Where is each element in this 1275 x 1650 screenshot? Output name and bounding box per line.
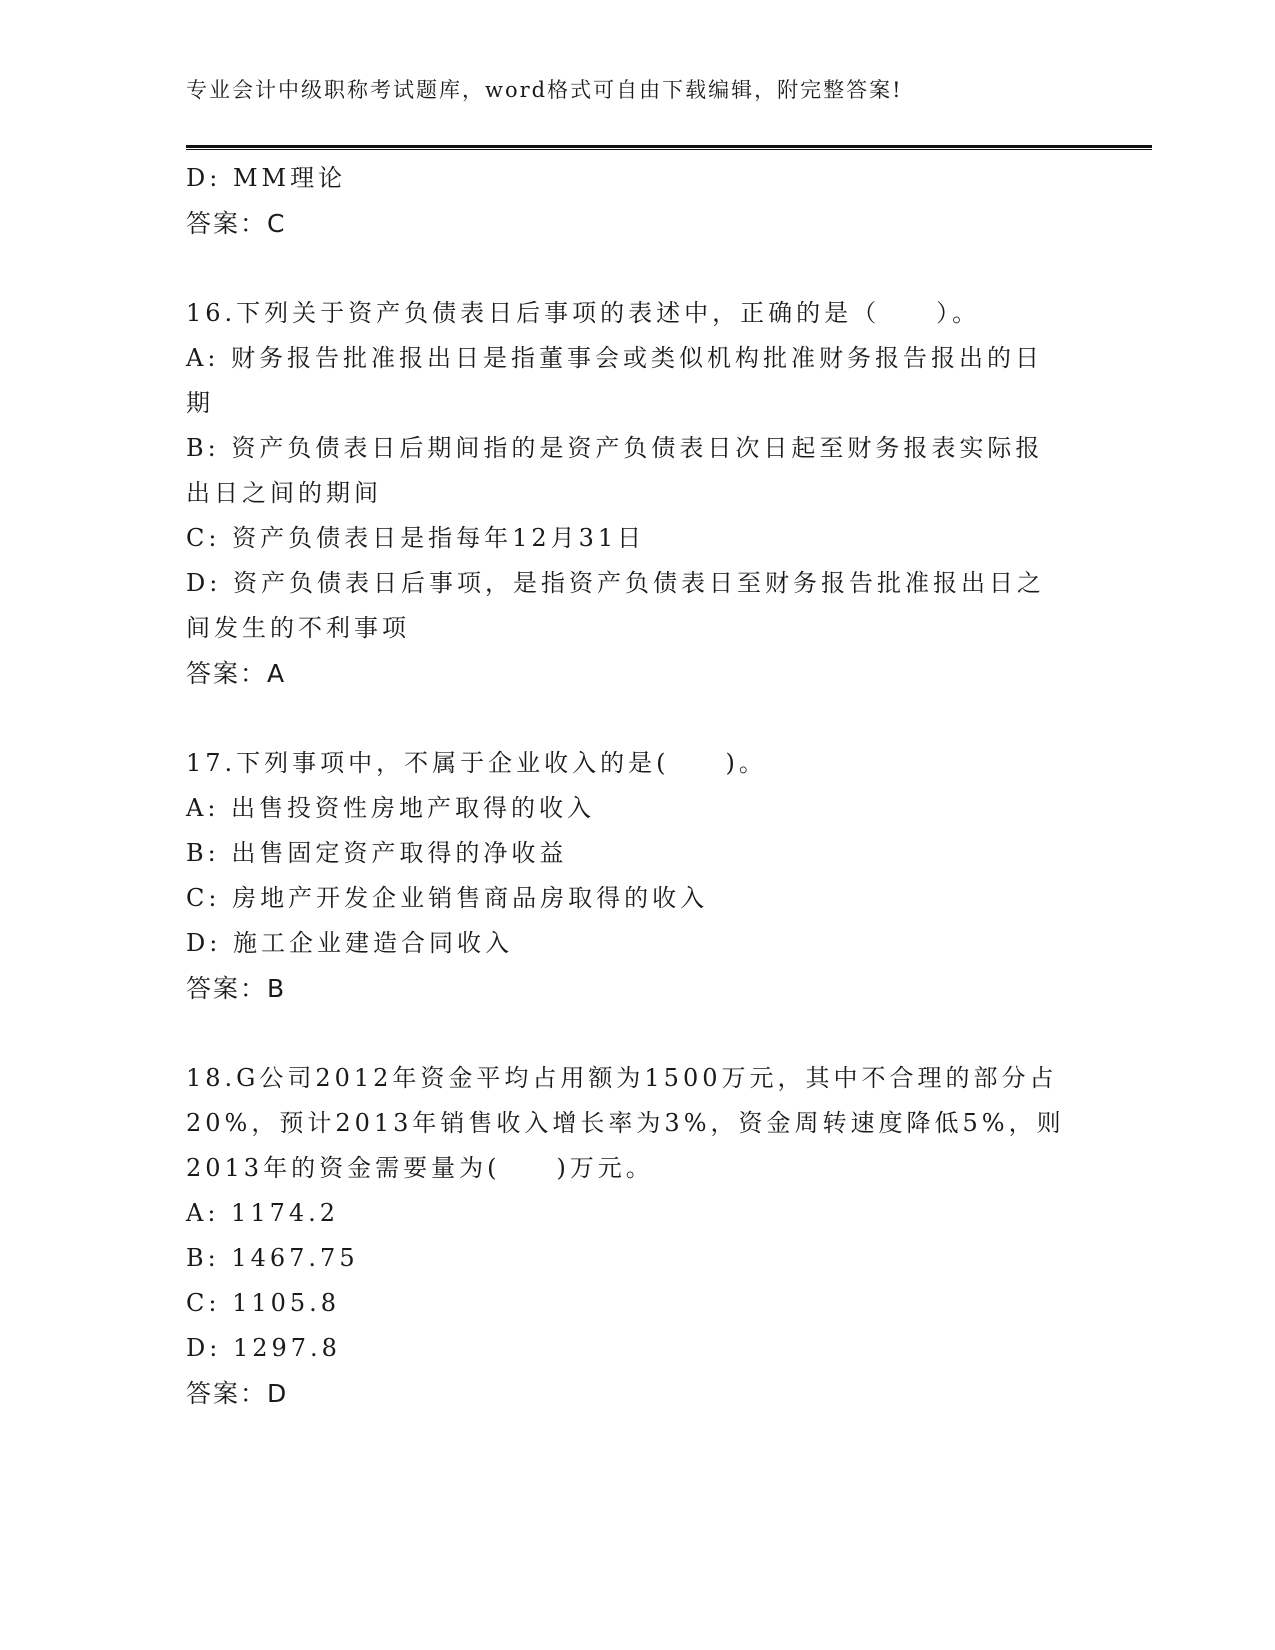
option-a: A: 1174.2 bbox=[186, 1199, 340, 1227]
answer: 答案：C bbox=[186, 209, 287, 238]
option-d: D: 施工企业建造合同收入 bbox=[186, 929, 513, 957]
answer: 答案：D bbox=[186, 1379, 289, 1408]
option-c: C: 房地产开发企业销售商品房取得的收入 bbox=[186, 884, 709, 912]
question-stem: 17.下列事项中，不属于企业收入的是( )。 bbox=[186, 749, 767, 777]
answer: 答案：A bbox=[186, 659, 287, 688]
carryover-block bbox=[186, 156, 1086, 246]
question-stem: 16.下列关于资产负债表日后事项的表述中，正确的是（ ）。 bbox=[186, 299, 981, 327]
option-b: B: 1467.75 bbox=[186, 1244, 359, 1272]
page-header: 专业会计中级职称考试题库，word格式可自由下载编辑，附完整答案! bbox=[186, 78, 903, 102]
option-a: A: 财务报告批准报出日是指董事会或类似机构批准财务报告报出的日 bbox=[186, 344, 1044, 372]
question-17 bbox=[186, 741, 1086, 1011]
option-c: C: 资产负债表日是指每年12月31日 bbox=[186, 524, 646, 552]
option-b-continued: 出日之间的期间 bbox=[186, 479, 382, 507]
option-d: D: MM理论 bbox=[186, 164, 347, 192]
answer: 答案：B bbox=[186, 974, 287, 1003]
option-d-continued: 间发生的不利事项 bbox=[186, 614, 410, 642]
option-b: B: 资产负债表日后期间指的是资产负债表日次日起至财务报表实际报 bbox=[186, 434, 1044, 462]
document-body bbox=[186, 156, 1086, 1416]
option-c: C: 1105.8 bbox=[186, 1289, 341, 1317]
option-a-continued: 期 bbox=[186, 389, 214, 417]
question-stem-continued: 20%，预计2013年销售收入增长率为3%，资金周转速度降低5%，则 bbox=[186, 1109, 1065, 1137]
question-stem-continued: 2013年的资金需要量为( )万元。 bbox=[186, 1154, 654, 1182]
option-d: D: 资产负债表日后事项，是指资产负债表日至财务报告批准报出日之 bbox=[186, 569, 1045, 597]
question-stem: 18.G公司2012年资金平均占用额为1500万元，其中不合理的部分占 bbox=[186, 1064, 1058, 1092]
question-18 bbox=[186, 1056, 1086, 1416]
header-divider bbox=[186, 145, 1152, 150]
option-a: A: 出售投资性房地产取得的收入 bbox=[186, 794, 596, 822]
option-d: D: 1297.8 bbox=[186, 1334, 341, 1362]
option-b: B: 出售固定资产取得的净收益 bbox=[186, 839, 568, 867]
question-16 bbox=[186, 291, 1086, 696]
